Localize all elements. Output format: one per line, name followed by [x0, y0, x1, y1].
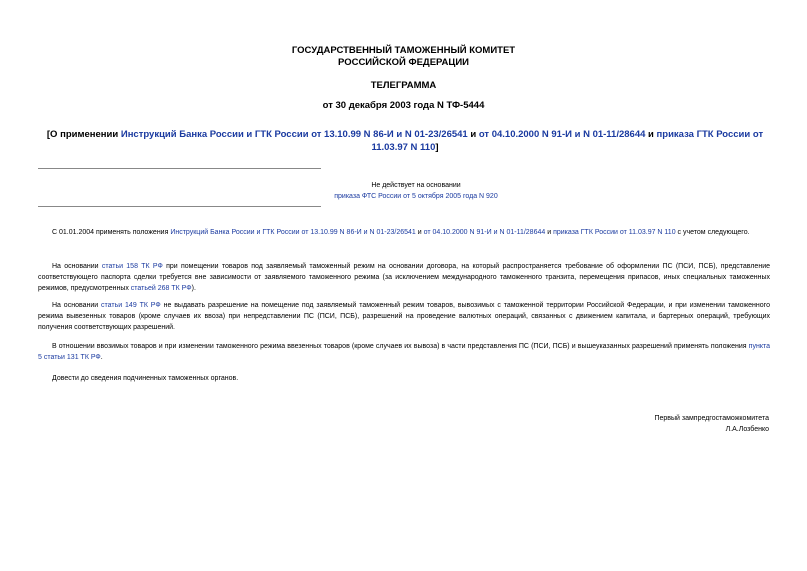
- p1-link-instructions[interactable]: Инструкций Банка России и ГТК России от 13.10.99 N 86-И и N 01-23/26541: [170, 229, 416, 236]
- document-subject: [40, 128, 770, 154]
- signature-title: Первый зампредгостаможкомитета: [654, 415, 769, 422]
- p1-text-c: и: [545, 229, 554, 236]
- divider-bottom: [38, 206, 321, 207]
- p2-text-b: при помещении товаров под заявляемый таможенный режим на основании договора, на который распространяется требование об оформлении ПС (ПСИ, ПСБ), представление соответствующего паспорта сделки требуется вне зависимости от заявляемого таможенного режима (за исключением международного таможенного транзита, перемещения припасов, иных специальных таможенных режимов, предусмотренных: [38, 263, 770, 292]
- paragraph-3: [38, 300, 770, 333]
- p4-text-a: В отношении ввозимых товаров и при изменении таможенного режима ввезенных товаров (кроме случаев их вывоза) в части представления ПС (ПСИ, ПСБ) и вышеуказанных разрешений применять положения: [52, 343, 749, 350]
- org-name-line2: РОССИЙСКОЙ ФЕДЕРАЦИИ: [337, 57, 469, 68]
- paragraph-2: [38, 261, 770, 294]
- document-date-number: от 30 декабря 2003 года N ТФ-5444: [322, 100, 485, 111]
- p5-text: Довести до сведения подчиненных таможенных органов.: [52, 375, 239, 382]
- subject-prefix: [О применении: [46, 129, 121, 140]
- p2-text-a: На основании: [52, 263, 102, 270]
- p2-text-c: ).: [191, 285, 196, 292]
- subject-link-instructions-2000[interactable]: от 04.10.2000 N 91-И и N 01-11/28644: [478, 129, 646, 140]
- p1-text-d: с учетом следующего.: [675, 229, 750, 236]
- status-notice-text: Не действует на основании: [371, 182, 461, 189]
- p4-text-b: .: [100, 354, 103, 361]
- p2-link-article-268[interactable]: статьей 268 ТК РФ: [130, 285, 192, 292]
- subject-mid: и: [467, 129, 479, 140]
- p1-text-b: и: [415, 229, 424, 236]
- status-notice-link[interactable]: приказа ФТС России от 5 октября 2005 года N 920: [334, 193, 498, 200]
- signature-name: Л.А.Лозбенко: [725, 426, 769, 433]
- p2-link-article-158[interactable]: статьи 158 ТК РФ: [101, 263, 163, 270]
- p4-link-article-131[interactable]: пункта 5 статьи 131 ТК РФ: [38, 343, 770, 361]
- p1-text-a: С 01.01.2004 применять положения: [52, 229, 171, 236]
- subject-link-instructions[interactable]: Инструкций Банка России и ГТК России от 13.10.99 N 86-И и N 01-23/26541: [120, 129, 468, 140]
- paragraph-5: [38, 373, 770, 384]
- p3-link-article-149[interactable]: статьи 149 ТК РФ: [101, 302, 161, 309]
- subject-suffix: ]: [435, 142, 439, 153]
- divider-top: [38, 168, 321, 169]
- status-notice: [300, 180, 532, 202]
- subject-and: и: [645, 129, 657, 140]
- subject-link-order-110[interactable]: приказа ГТК России от 11.03.97 N 110: [371, 129, 764, 153]
- p1-link-order-110[interactable]: приказа ГТК России от 11.03.97 N 110: [553, 229, 676, 236]
- p1-link-instructions-2000[interactable]: от 04.10.2000 N 91-И и N 01-11/28644: [423, 229, 546, 236]
- document-type: ТЕЛЕГРАММА: [370, 80, 437, 91]
- p3-text-a: На основании: [52, 302, 102, 309]
- paragraph-1: [38, 227, 770, 238]
- p3-text-b: не выдавать разрешение на помещение под заявляемый таможенный режим товаров, вывозимых с таможенной территории Российской Федерации, и при изменении таможенного режима вывезенных товаров (кроме случаев их ввоза) при непредставлении ПС (ПСИ, ПСБ), разрешений на проведение валютных операций, связанных с движением капитала, и бартерных операций, требующих получения соответствующих разрешений.: [38, 302, 770, 331]
- org-name-line1: ГОСУДАРСТВЕННЫЙ ТАМОЖЕННЫЙ КОМИТЕТ: [291, 45, 516, 56]
- paragraph-4: [38, 341, 770, 363]
